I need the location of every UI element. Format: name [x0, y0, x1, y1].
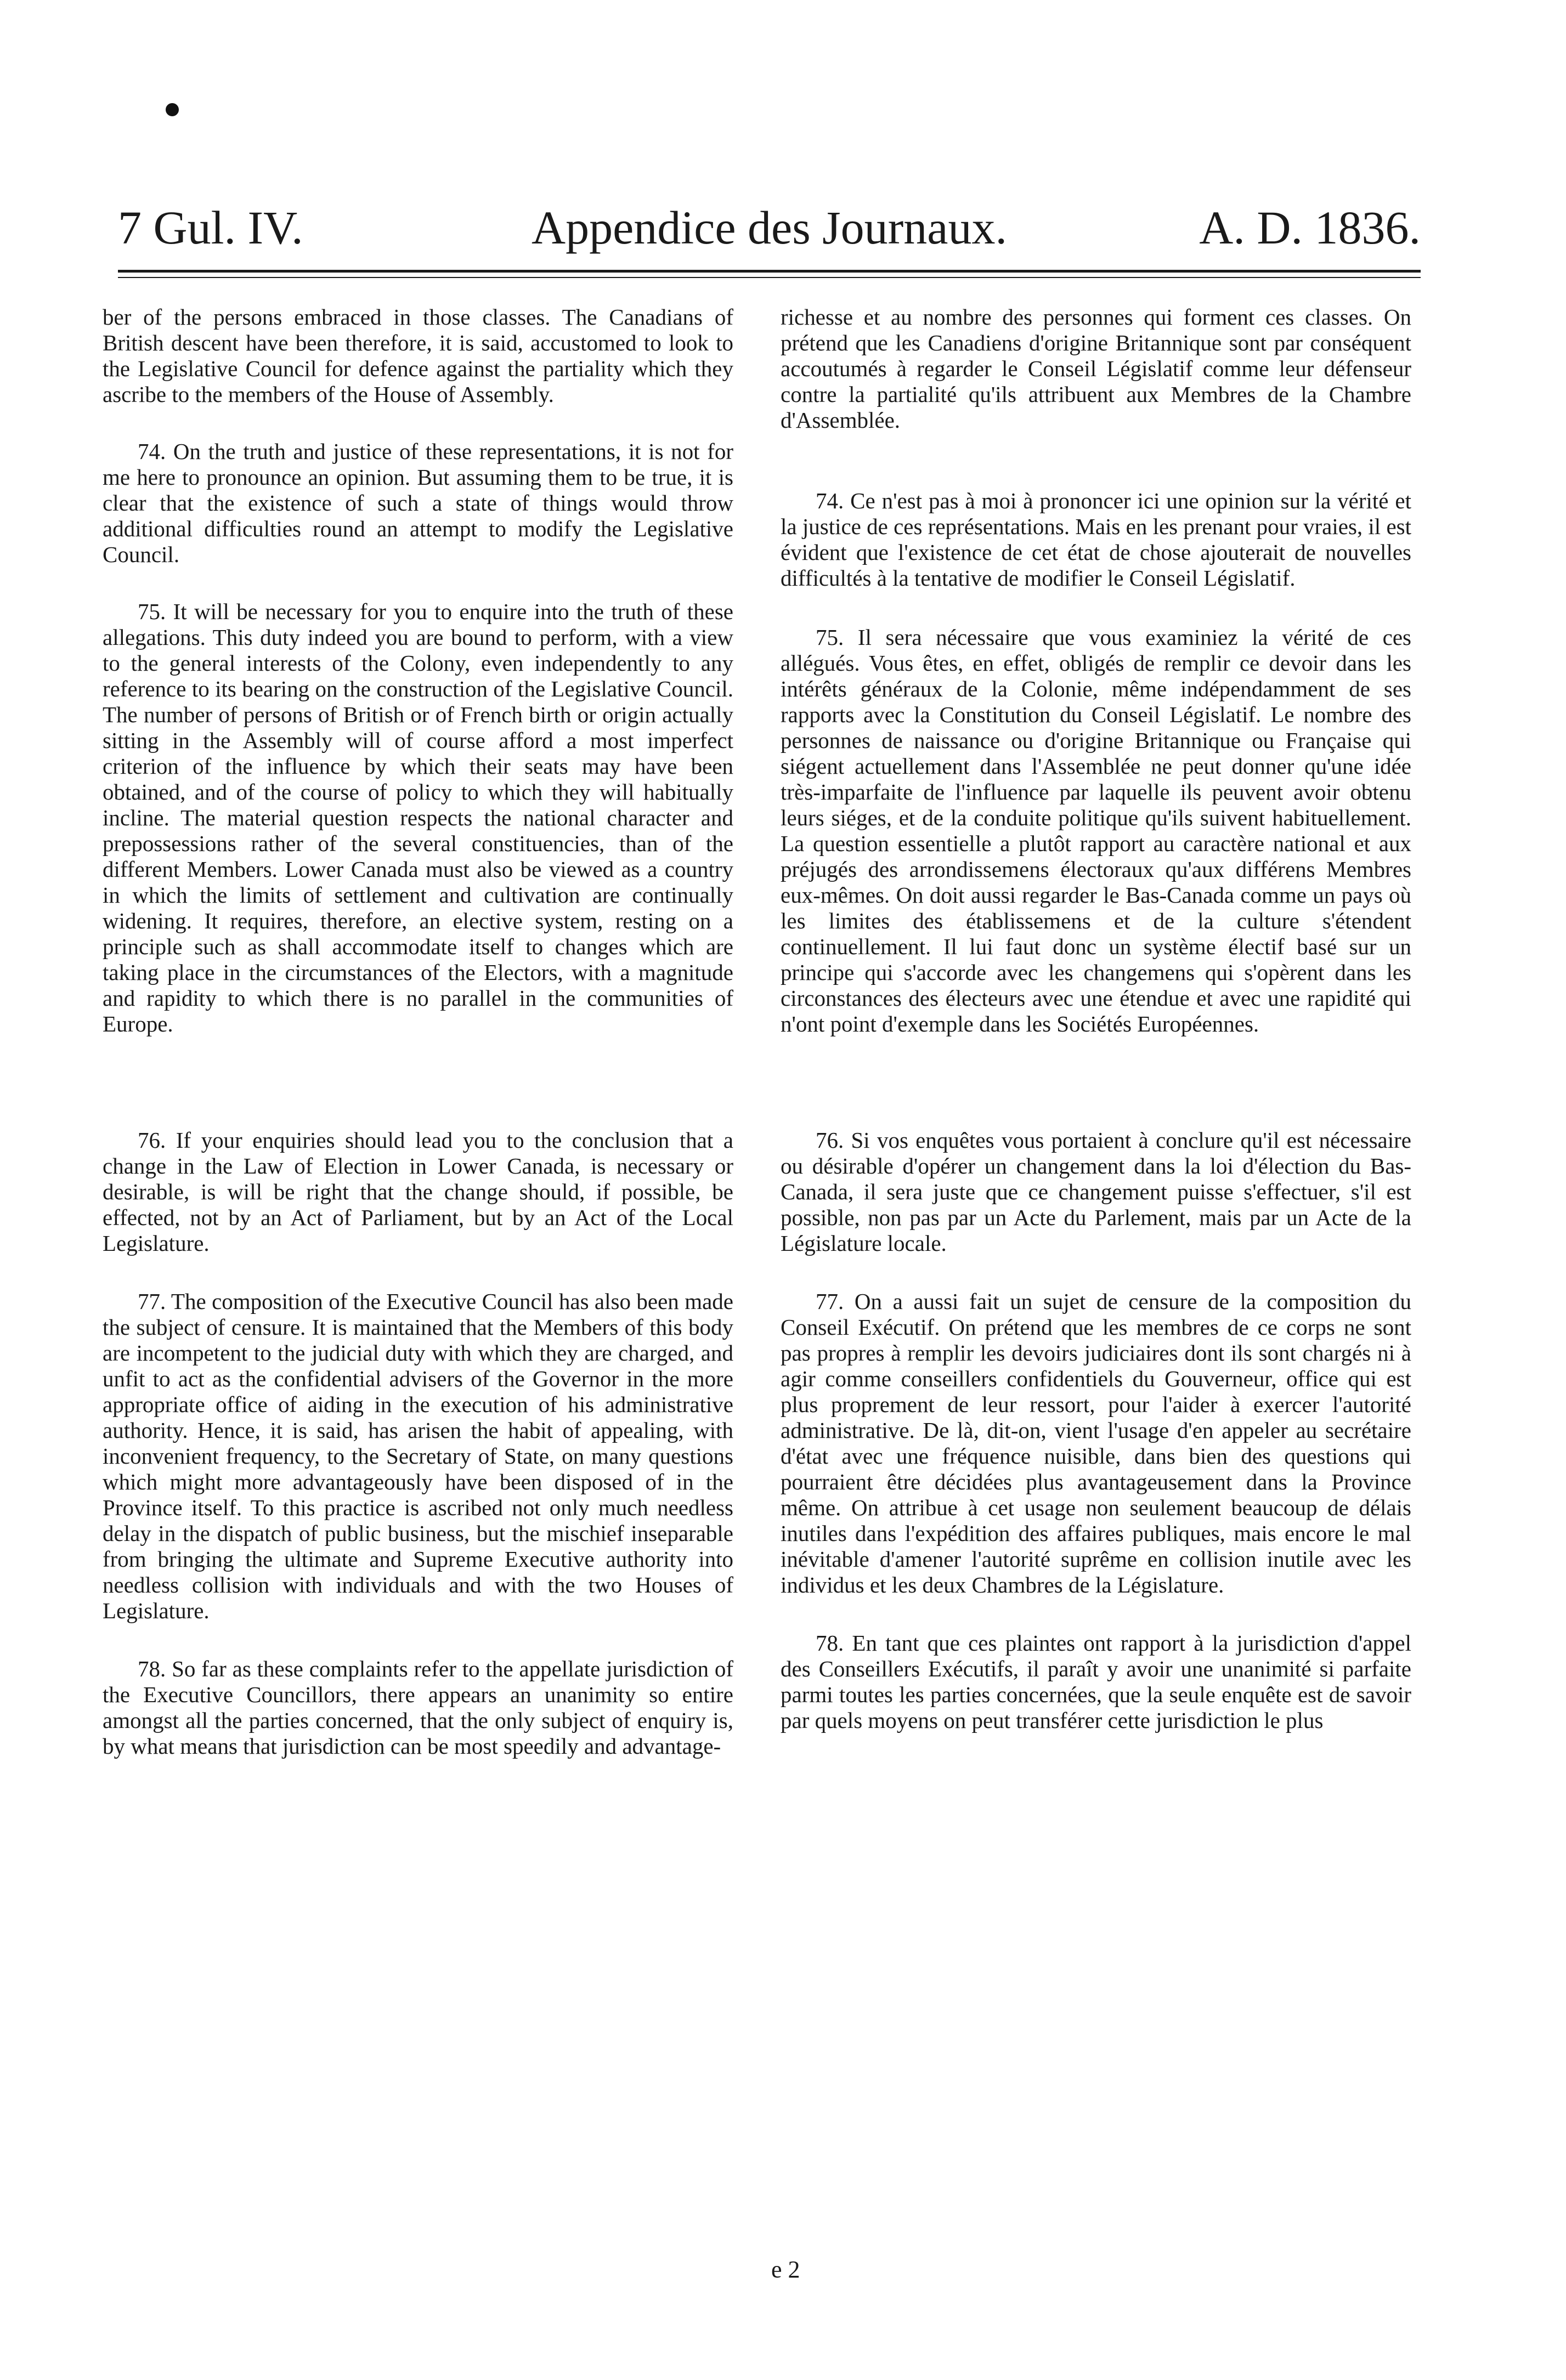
- french-paragraph-continuation: richesse et au nombre des personnes qui forment ces classes. On prétend que les Canadiens d'origine Britannique sont par conséquent accoutumés à regarder le Conseil Législatif comme leur défenseur contre la partialité qu'ils attribuent aux Membres de la Chambre d'Assemblée.: [781, 304, 1411, 433]
- header-regnal-year: 7 Gul. IV.: [118, 201, 303, 254]
- printer-mark-dot: [166, 103, 179, 116]
- english-paragraph-74: 74. On the truth and justice of these representations, it is not for me here to pronounce an opinion. But assuming them to be true, it is clear that the existence of such a state of things would throw additional difficulties round an attempt to modify the Legislative Council.: [103, 439, 733, 567]
- french-paragraph-74: 74. Ce n'est pas à moi à prononcer ici une opinion sur la vérité et la justice de ces représentations. Mais en les prenant pour vraies, il est évident que l'existence de cet état de chose ajouterait de nouvelles difficultés à la tentative de modifier le Conseil Législatif.: [781, 488, 1411, 591]
- signature-mark: e 2: [771, 2256, 800, 2283]
- english-paragraph-77: 77. The composition of the Executive Council has also been made the subject of censure. It is maintained that the Members of this body are incompetent to the judicial duty with which they are charged, and unfit to act as the confidential advisers of the Governor in the more appropriate office of aiding in the execution of his administrative authority. Hence, it is said, has arisen the habit of appealing, with inconvenient frequency, to the Secretary of State, on many questions which might more advantageously have been disposed of in the Province itself. To this practice is ascribed not only much needless delay in the dispatch of public business, but the mischief inseparable from bringing the ultimate and Supreme Executive authority into needless collision with individuals and with the two Houses of Legislature.: [103, 1289, 733, 1623]
- english-paragraph-continuation: ber of the persons embraced in those classes. The Canadians of British descent have been therefore, it is said, accustomed to look to the Legislative Council for defence against the partiality which they ascribe to the members of the House of Assembly.: [103, 304, 733, 407]
- french-paragraph-75: 75. Il sera nécessaire que vous examiniez la vérité de ces allégués. Vous êtes, en effet, obligés de remplir ce devoir dans les intérêts généraux de la Colonie, même indépendamment de ses rapports avec la Constitution du Conseil Législatif. Le nombre des personnes de naissance ou d'origine Britannique ou Française qui siégent actuellement dans l'Assemblée ne peut donner qu'une idée très-imparfaite de l'influence par laquelle ils peuvent avoir obtenu leurs siéges, et de la conduite politique qu'ils suivent habituellement. La question essentielle a plutôt rapport au caractère national et aux préjugés des arrondissemens électoraux qu'aux différens Membres eux-mêmes. On doit aussi regarder le Bas-Canada comme un pays où les limites des établissemens et de la culture s'étendent continuellement. Il lui faut donc un système électif basé sur un principe qui s'accorde avec les changemens qui s'opèrent dans les circonstances des électeurs avec une étendue et avec une rapidité qui n'ont point d'exemple dans les Sociétés Européennes.: [781, 625, 1411, 1036]
- header-journal-title: Appendice des Journaux.: [532, 201, 1007, 254]
- french-paragraph-77: 77. On a aussi fait un sujet de censure de la composition du Conseil Exécutif. On prétend que les membres de ce corps ne sont pas propres à remplir les devoirs judiciaires dont ils sont chargés ni à agir comme conseillers confidentiels du Gouverneur, office qui est plus proprement de leur ressort, pour l'aider à exercer l'autorité administrative. De là, dit-on, vient l'usage d'en appeler au secrétaire d'état avec une fréquence nuisible, dans bien des questions qui pourraient être décidées plus avantageusement dans la Province même. On attribue à cet usage non seulement beaucoup de délais inutiles dans l'expédition des affaires publiques, mais encore le mal inévitable d'amener l'autorité suprême en collision inutile avec les individus et les deux Chambres de la Législature.: [781, 1289, 1411, 1597]
- header-rule-thin: [118, 277, 1421, 278]
- french-paragraph-78: 78. En tant que ces plaintes ont rapport à la jurisdiction d'appel des Conseillers Exécutifs, il paraît y avoir une unanimité si parfaite parmi toutes les parties concernées, que la seule enquête est de savoir par quels moyens on peut transférer cette jurisdiction le plus: [781, 1630, 1411, 1733]
- english-paragraph-76: 76. If your enquiries should lead you to the conclusion that a change in the Law of Election in Lower Canada, is necessary or desirable, is will be right that the change should, if possible, be effected, not by an Act of Parliament, but by an Act of the Local Legislature.: [103, 1127, 733, 1256]
- french-paragraph-76: 76. Si vos enquêtes vous portaient à conclure qu'il est nécessaire ou désirable d'opérer un changement dans la loi d'élection du Bas-Canada, il sera juste que ce changement puisse s'effectuer, s'il est possible, non pas par un Acte du Parlement, mais par un Acte de la Législature locale.: [781, 1127, 1411, 1256]
- header-rule-thick: [118, 270, 1421, 273]
- running-header: [118, 197, 1421, 258]
- header-year: A. D. 1836.: [1199, 201, 1421, 254]
- english-paragraph-75: 75. It will be necessary for you to enquire into the truth of these allegations. This duty indeed you are bound to perform, with a view to the general interests of the Colony, even independently to any reference to its bearing on the construction of the Legislative Council. The number of persons of British or of French birth or origin actually sitting in the Assembly will of course afford a most imperfect criterion of the influence by which their seats may have been obtained, and of the course of policy to which they will habitually incline. The material question respects the national character and prepossessions rather of the several constituencies, than of the different Members. Lower Canada must also be viewed as a country in which the limits of settlement and cultivation are continually widening. It requires, therefore, an elective system, resting on a principle such as shall accommodate itself to changes which are taking place in the circumstances of the Electors, with a magnitude and rapidity to which there is no parallel in the communities of Europe.: [103, 599, 733, 1036]
- english-paragraph-78: 78. So far as these complaints refer to the appellate jurisdiction of the Executive Councillors, there appears an unanimity so entire amongst all the parties concerned, that the only subject of enquiry is, by what means that jurisdiction can be most speedily and advantage-: [103, 1656, 733, 1759]
- french-column: [781, 304, 1411, 1733]
- english-column: [103, 304, 733, 1759]
